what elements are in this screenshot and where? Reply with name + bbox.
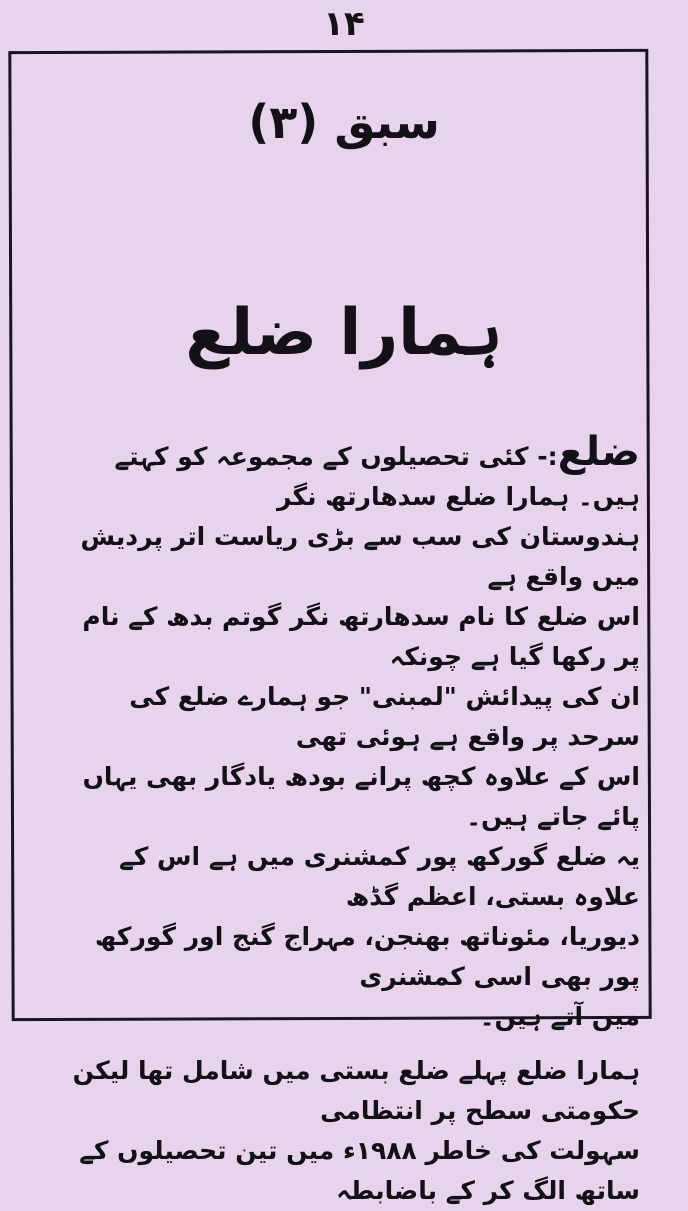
text-line: سہولت کی خاطر ۱۹۸۸ء میں تین تحصیلوں کے ساتھ الگ کر کے باضابطہ (79, 1136, 640, 1205)
page-number: ۱۴ (323, 4, 365, 44)
chapter-title: ہمارا ضلع (185, 296, 503, 370)
keyword-term: ضلع (557, 429, 640, 475)
text-line: دیوریا، مئوناتھ بھنجن، مہراج گنج اور گورکھ پور بھی اسی کمشنری (94, 922, 640, 991)
text-line: ان کی پیدائش "لمبنی" جو ہمارے ضلع کی سرحد پر واقع ہے ہوئی تھی (129, 682, 640, 751)
text-line: اس ضلع کا نام سدھارتھ نگر گوتم بدھ کے نام پر رکھا گیا ہے چونکہ (82, 602, 640, 671)
lesson-title: سبق (۳) (248, 95, 440, 149)
paragraph-1 (50, 429, 640, 837)
paragraph-2 (50, 837, 640, 1037)
text-line: میں آتے ہیں۔ (479, 1002, 640, 1031)
text-line: اس کے علاوہ کچھ پرانے بودھ یادگار بھی یہاں پائے جاتے ہیں۔ (82, 762, 640, 831)
text-line: ہندوستان کی سب سے بڑی ریاست اتر پردیش میں واقع ہے (80, 522, 640, 591)
paragraph-3 (50, 1051, 640, 1211)
text-line: :- کئی تحصیلوں کے مجموعہ کو کہتے ہیں۔ ہمارا ضلع سدھارتھ نگر (114, 442, 640, 511)
text-line: ہمارا ضلع پہلے ضلع بستی میں شامل تھا لیکن حکومتی سطح پر انتظامی (72, 1056, 640, 1125)
body-text (50, 429, 640, 1211)
text-line: یہ ضلع گورکھ پور کمشنری میں ہے اس کے علاوہ بستی، اعظم گڈھ (119, 842, 640, 911)
